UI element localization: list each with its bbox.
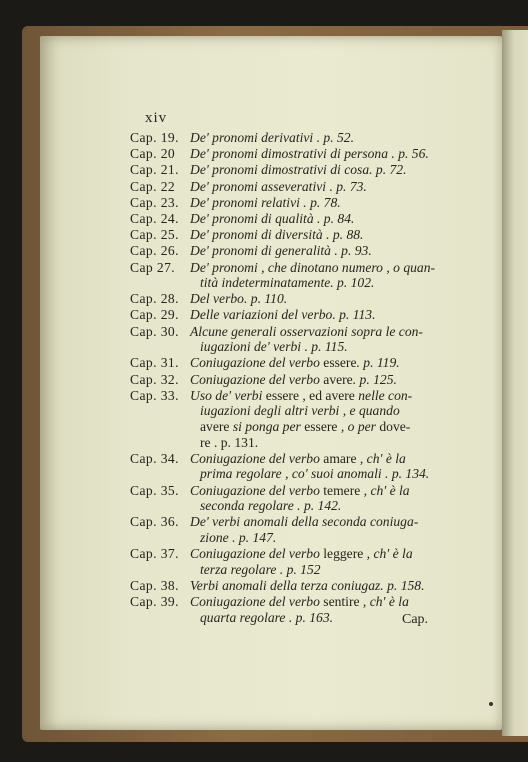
chapter-title [190,260,460,291]
chapter-number: Cap. 36. [130,514,179,530]
chapter-number: Cap. 35. [130,482,179,498]
title-line [190,435,460,451]
title-text: nelle con- [354,387,413,403]
title-line [190,546,460,562]
title-text: Delle variazioni del verbo. p. 113. [190,307,376,323]
title-text: terza regolare . p. 152 [200,561,321,577]
toc-entry [130,162,460,178]
title-line [190,451,460,467]
chapter-title [190,227,460,243]
title-line [190,388,460,404]
title-line [190,403,460,419]
chapter-title [190,388,460,450]
toc-entry [130,291,460,307]
title-text: , ch' è la [356,450,406,466]
chapter-number: Cap. 34. [130,450,179,466]
chapter-number: Cap. 20 [130,146,176,162]
chapter-number: Cap. 21. [130,162,179,178]
chapter-number: Cap. 29. [130,307,179,323]
title-text: Coniugazione del verbo [190,594,324,610]
chapter-title [190,211,460,227]
toc-entry [130,546,460,577]
chapter-number: Cap. 19. [130,130,179,145]
title-text: , ch' è la [359,594,409,610]
title-text: amare [323,450,357,466]
chapter-title [190,372,460,388]
title-text: De' pronomi derivativi . p. 52. [190,130,354,145]
title-text: De' pronomi dimostrativi di persona . p. 56. [190,146,429,162]
chapter-number: Cap. 26. [130,243,179,259]
title-text: De' pronomi di generalità . p. 93. [190,243,372,259]
facing-page-edge [502,30,528,736]
title-line [190,146,460,162]
chapter-title [190,355,460,371]
title-text: . p. 119. [356,355,400,371]
catchword: Cap. [402,612,429,627]
title-text: iugazioni de' verbi . p. 115. [200,339,348,355]
title-text: Coniugazione del verbo [190,371,324,387]
toc-entry [130,483,460,514]
title-text: seconda regolare . p. 142. [200,498,342,514]
toc-entry [130,372,460,388]
title-text: De' pronomi di diversità . p. 88. [190,227,364,243]
title-line [190,179,460,195]
title-line [190,372,460,388]
title-line [190,227,460,243]
title-text: Coniugazione del verbo [190,450,324,466]
title-line [190,195,460,211]
chapter-number: Cap. 31. [130,355,179,371]
toc-entry [130,146,460,162]
chapter-number: Cap 27. [130,259,176,275]
title-text: Verbi anomali della terza coniugaz. p. 158. [190,577,425,593]
title-line [190,324,460,340]
title-line [190,291,460,307]
title-text: De' pronomi dimostrativi di cosa. p. 72. [190,162,407,178]
title-line [190,355,460,371]
toc-entry [130,514,460,545]
table-of-contents [130,130,460,626]
title-text: Coniugazione del verbo [190,546,324,562]
title-text: temere [323,482,361,498]
toc-entry [130,211,460,227]
title-line [190,260,460,276]
toc-entry [130,324,460,355]
chapter-number: Cap. 28. [130,291,179,307]
chapter-title [190,307,460,323]
title-line [190,162,460,178]
toc-entry [130,451,460,482]
toc-entry [130,195,460,211]
title-line [190,498,460,514]
paper-blemish [489,702,493,706]
title-text: , ch' è la [363,546,413,562]
title-line [190,275,460,291]
chapter-title [190,578,460,594]
title-line [190,466,460,482]
title-line [190,243,460,259]
toc-entry [130,130,460,146]
toc-entry [130,227,460,243]
title-line [190,578,460,594]
toc-entry [130,260,460,291]
title-line [190,339,460,355]
title-line [190,211,460,227]
chapter-number: Cap. 25. [130,227,179,243]
chapter-title [190,195,460,211]
title-text: prima regolare , co' suoi anomali . p. 134. [200,466,430,482]
title-text: essere [323,355,357,371]
chapter-title [190,546,460,577]
title-text: Uso de' verbi [190,387,266,403]
title-text: essere [304,419,338,434]
chapter-number: Cap. 38. [130,577,179,593]
title-text: essere , ed avere [265,387,355,403]
chapter-title [190,130,460,146]
chapter-number: Cap. 33. [130,387,179,403]
chapter-title [190,162,460,178]
title-text: leggere [323,546,364,562]
chapter-title [190,243,460,259]
chapter-title [190,451,460,482]
title-text: iugazioni degli altri verbi , e quando [200,403,400,419]
toc-entry [130,355,460,371]
title-text: Alcune generali osservazioni sopra le con- [190,323,423,339]
chapter-number: Cap. 32. [130,371,179,387]
chapter-number: Cap. 22 [130,178,176,194]
title-text: Coniugazione del verbo [190,355,324,371]
chapter-title [190,146,460,162]
title-text: sentire [323,594,360,610]
title-text: . p. 125. [352,371,397,387]
title-text: De' pronomi relativi . p. 78. [190,194,341,210]
toc-entry [130,243,460,259]
title-line [190,530,460,546]
toc-entry [130,578,460,594]
title-line [190,514,460,530]
chapter-title [190,514,460,545]
chapter-number: Cap. 24. [130,210,179,226]
title-text: Del verbo. p. 110. [190,291,288,307]
title-text: zione . p. 147. [200,529,277,545]
title-line [190,307,460,323]
title-text: De' verbi anomali della seconda coniuga- [190,514,419,530]
chapter-number: Cap. 39. [130,594,179,610]
title-text: Coniugazione del verbo [190,482,324,498]
title-text: quarta regolare . p. 163. [200,609,334,625]
title-text: , o per [337,419,380,434]
title-text: avere [200,419,230,434]
title-line [190,419,460,435]
toc-entry [130,307,460,323]
title-line [190,594,460,610]
title-text: De' pronomi , che dinotano numero , o quan- [190,259,436,275]
chapter-title [190,291,460,307]
title-text: , ch' è la [360,482,410,498]
title-text: avere [323,371,353,387]
chapter-number: Cap. 37. [130,546,179,562]
page-number: xiv [145,110,168,126]
chapter-title [190,483,460,514]
title-line [190,130,460,146]
toc-entry [130,179,460,195]
title-text: si ponga per [229,419,305,434]
title-text: dove- [379,419,411,434]
title-text: re . p. 131. [200,434,259,450]
chapter-title [190,179,460,195]
toc-entry [130,388,460,450]
title-line [190,483,460,499]
title-line [190,562,460,578]
title-text: De' pronomi di qualità . p. 84. [190,210,355,226]
title-text: De' pronomi asseverativi . p. 73. [190,178,367,194]
chapter-title [190,324,460,355]
chapter-number: Cap. 23. [130,194,179,210]
chapter-number: Cap. 30. [130,323,179,339]
title-text: tità indeterminatamente. p. 102. [200,275,375,291]
